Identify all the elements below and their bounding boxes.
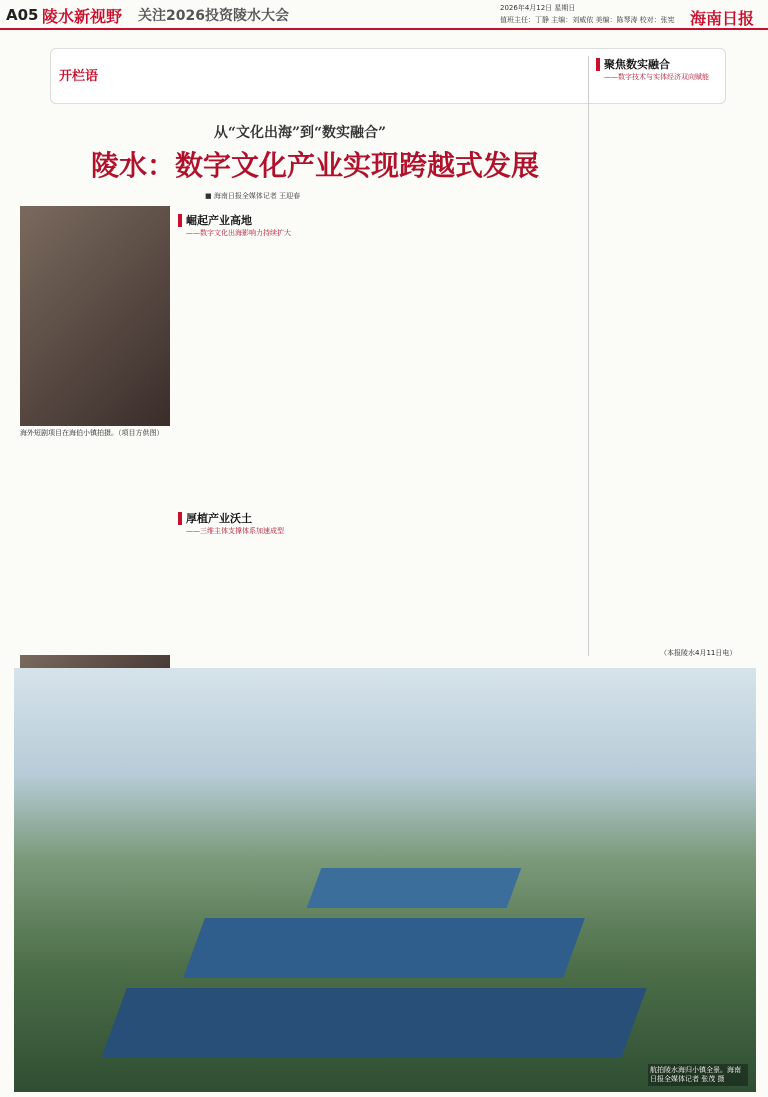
section-name: 陵水新视野 (42, 7, 123, 26)
right-section-bar (596, 58, 600, 71)
column-name: 关注2026投资陵水大会 (138, 8, 289, 24)
section2-bar (178, 512, 182, 525)
right-section-subheading: ——数字技术与实体经济双向赋能 (604, 73, 709, 81)
right-body (596, 86, 756, 646)
aerial-photo-caption: 航拍陵水海归小镇全景。海南日报全媒体记者 张茂 摄 (648, 1064, 748, 1086)
page-code: A05 (6, 6, 39, 24)
byline: ■ 海南日报全媒体记者 王迎春 (205, 192, 301, 200)
section1-heading: 崛起产业高地 (186, 214, 252, 227)
section2-subheading: ——三维主体支撑体系加速成型 (186, 527, 284, 535)
staff-line: 值班主任：丁静 主编：刘威依 美编：陈琴涛 校对：张宪 (500, 16, 675, 24)
column-divider (588, 56, 589, 656)
end-note: （本报陵水4月11日电） (660, 649, 737, 657)
section1-body (180, 242, 585, 507)
headline-title: 陵水：数字文化产业实现跨越式发展 (90, 149, 539, 182)
left-body-text (20, 452, 170, 652)
intro-tag: 开栏语 (59, 69, 99, 84)
headline-kicker: 从“文化出海”到“数实融合” (213, 125, 387, 141)
section1-bar (178, 214, 182, 227)
page-header (0, 0, 768, 30)
right-section-heading: 聚焦数实融合 (604, 58, 670, 71)
section2-body (180, 540, 585, 665)
aerial-town-photo (14, 668, 756, 1092)
drama-shoot-photo (20, 206, 170, 426)
newspaper-logo: 海南日报 (690, 9, 755, 28)
section2-heading: 厚植产业沃土 (186, 512, 252, 525)
section1-subheading: ——数字文化出海影响力持续扩大 (186, 229, 291, 237)
date-line: 2026年4月12日 星期日 (500, 4, 576, 12)
photo-caption-top: 海外短剧项目在海伯小镇拍摄。（项目方供图） (20, 429, 164, 437)
